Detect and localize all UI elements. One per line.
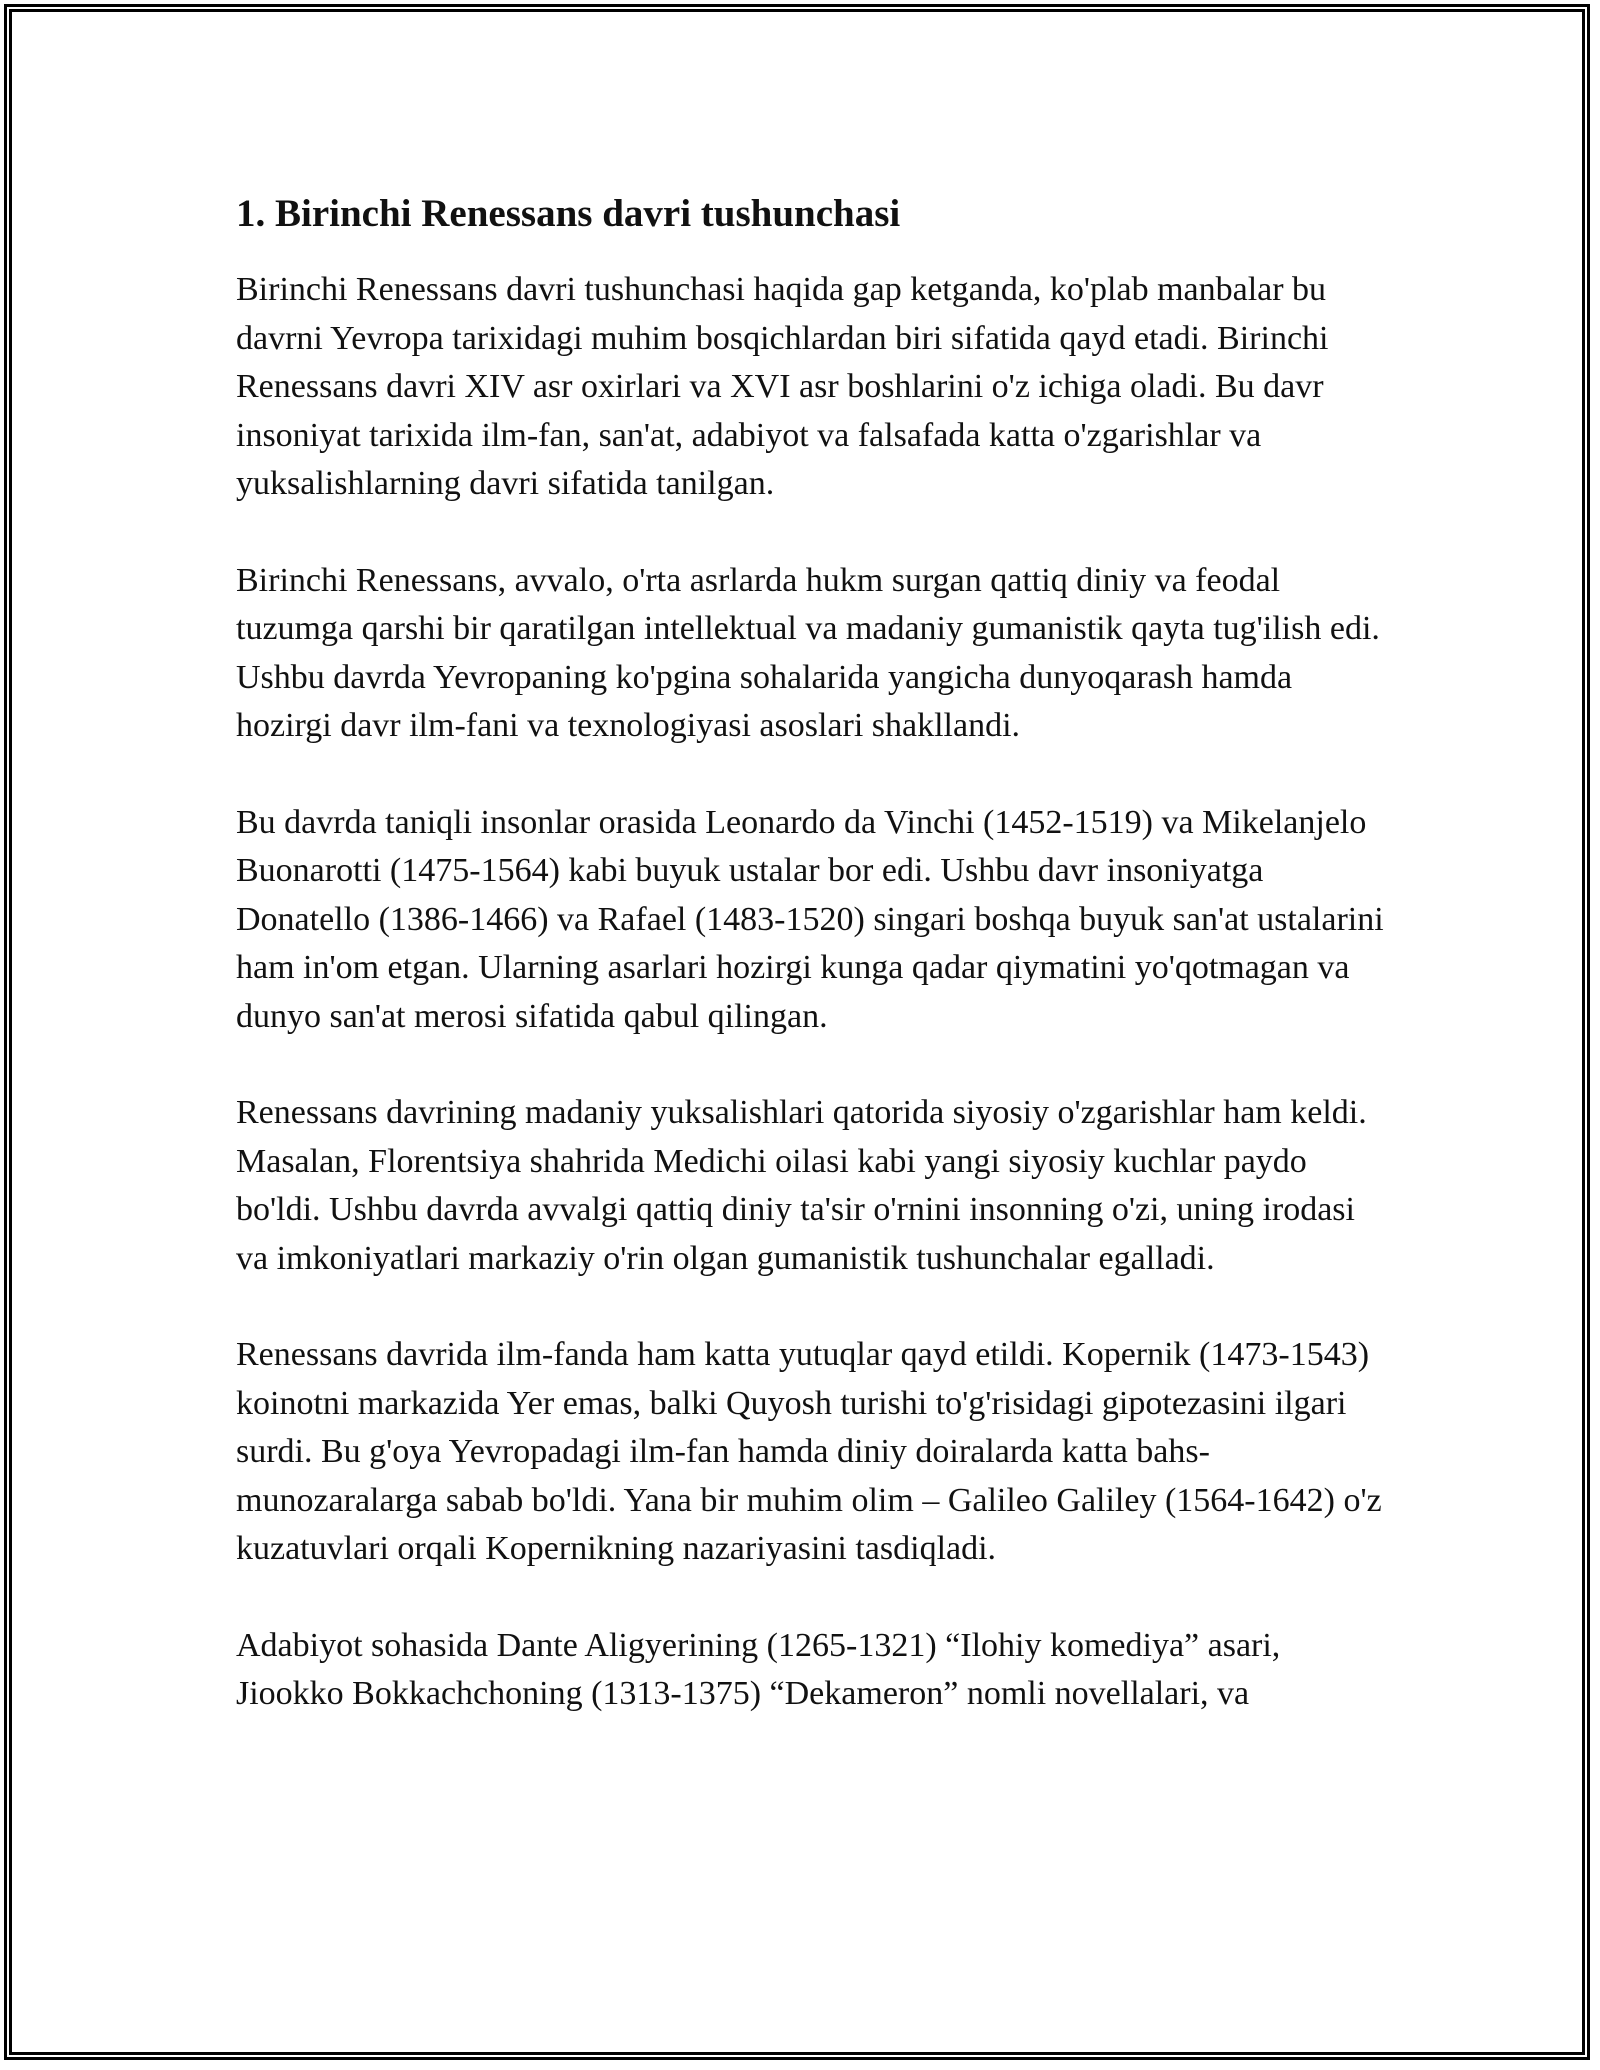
- page-content: [236, 186, 1386, 1767]
- section-heading: 1. Birinchi Renessans davri tushunchasi: [236, 192, 901, 235]
- paragraph-literature: Adabiyot sohasida Dante Aligyerining (1265-1321) “Ilohiy komediya” asari, Jiookko Bokkachchoning (1313-1375) “Dekameron” nomli novellalari, va: [236, 1626, 1281, 1712]
- paragraph-artists: Bu davrda taniqli insonlar orasida Leonardo da Vinchi (1452-1519) va Mikelanjelo Buonarotti (1475-1564) kabi buyuk ustalar bor edi. Ushbu davr insoniyatga Donatello (1386-1466) va Rafael (1483-1520) singari boshqa buyuk san'at ustalarini ham in'om etgan. Ularning asarlari hozirgi kunga qadar qiymatini yo'qotmagan va dunyo san'at merosi sifatida qabul qilingan.: [236, 803, 1384, 1035]
- paragraph-science: Renessans davrida ilm-fanda ham katta yutuqlar qayd etildi. Kopernik (1473-1543) koinotni markazida Yer emas, balki Quyosh turishi to'g'risidagi gipotezasini ilgari surdi. Bu g'oya Yevropadagi ilm-fan hamda diniy doiralarda katta bahs-munozaralarga sabab bo'ldi. Yana bir muhim olim – Galileo Galiley (1564-1642) o'z kuzatuvlari orqali Kopernikning nazariyasini tasdiqladi.: [236, 1336, 1382, 1567]
- paragraph-politics: Renessans davrining madaniy yuksalishlari qatorida siyosiy o'zgarishlar ham keldi. Masalan, Florentsiya shahrida Medichi oilasi kabi yangi siyosiy kuchlar paydo bo'ldi. Ushbu davrda avvalgi qattiq diniy ta'sir o'rnini insonning o'zi, uning irodasi va imkoniyatlari markaziy o'rin olgan gumanistik tushunchalar egalladi.: [236, 1094, 1367, 1277]
- paragraph-intro: Birinchi Renessans davri tushunchasi haqida gap ketganda, ko'plab manbalar bu davrni Yevropa tarixidagi muhim bosqichlardan biri sifatida qayd etadi. Birinchi Renessans davri XIV asr oxirlari va XVI asr boshlarini o'z ichiga oladi. Bu davr insoniyat tarixida ilm-fan, san'at, adabiyot va falsafada katta o'zgarishlar va yuksalishlarning davri sifatida tanilgan.: [236, 271, 1329, 502]
- paragraph-humanism: Birinchi Renessans, avvalo, o'rta asrlarda hukm surgan qattiq diniy va feodal tuzumga qarshi bir qaratilgan intellektual va madaniy gumanistik qayta tug'ilish edi. Ushbu davrda Yevropaning ko'pgina sohalarida yangicha dunyoqarash hamda hozirgi davr ilm-fani va texnologiyasi asoslari shakllandi.: [236, 561, 1380, 744]
